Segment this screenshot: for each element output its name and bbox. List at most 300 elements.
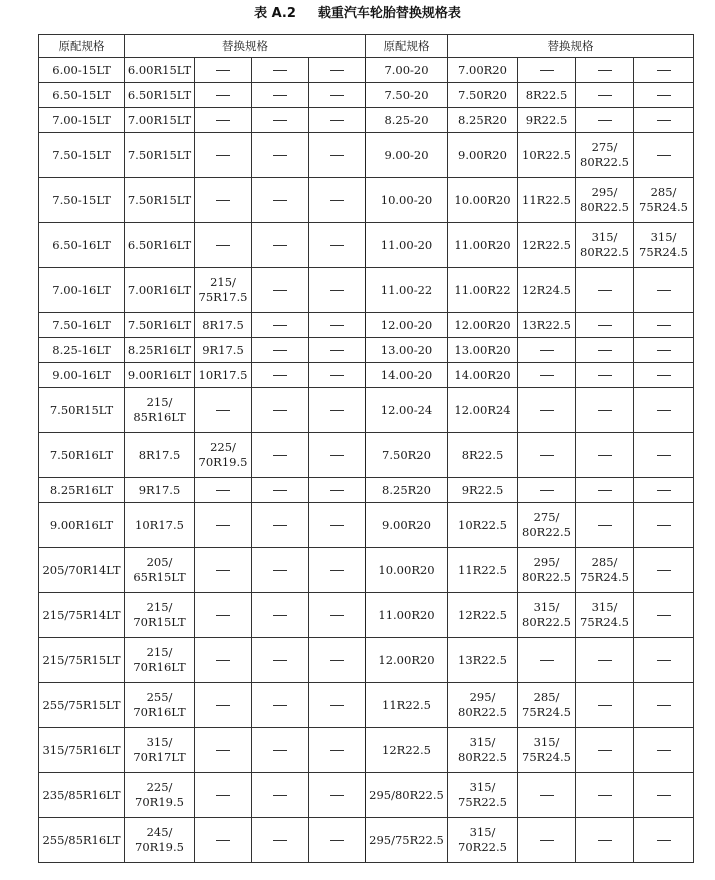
cell-right: 10.00-20	[366, 178, 448, 223]
dash-mark	[598, 95, 612, 96]
dash-mark	[273, 350, 287, 351]
cell-left	[309, 313, 366, 338]
cell-right	[576, 773, 634, 818]
table-row	[39, 313, 694, 338]
cell-left: 9.00R16LT	[125, 363, 195, 388]
cell-text-line: 75R24.5	[639, 245, 688, 259]
cell-text-line: 285/	[650, 185, 677, 200]
cell-left	[252, 58, 309, 83]
cell-right	[518, 58, 576, 83]
dash-mark	[598, 660, 612, 661]
dash-mark	[216, 490, 230, 491]
dash-mark	[540, 490, 554, 491]
cell-left	[309, 108, 366, 133]
cell-text-line: 70R16LT	[133, 660, 186, 674]
cell-right	[518, 338, 576, 363]
cell-right	[518, 433, 576, 478]
cell-right	[634, 58, 694, 83]
table-row	[39, 268, 694, 313]
cell-text-line: 80R22.5	[522, 525, 571, 539]
cell-right	[576, 83, 634, 108]
dash-mark	[657, 70, 671, 71]
cell-right	[448, 818, 518, 863]
cell-right	[634, 313, 694, 338]
cell-text-line: 70R16LT	[133, 705, 186, 719]
cell-left: 10R17.5	[125, 503, 195, 548]
cell-left: 7.00-16LT	[39, 268, 125, 313]
cell-right	[634, 268, 694, 313]
dash-mark	[330, 95, 344, 96]
cell-right: 12.00R20	[366, 638, 448, 683]
cell-text-line: 80R22.5	[522, 615, 571, 629]
cell-text-line: 315/	[591, 600, 618, 615]
cell-left: 215/75R14LT	[39, 593, 125, 638]
cell-right	[518, 773, 576, 818]
dash-mark	[330, 750, 344, 751]
cell-left	[195, 548, 252, 593]
dash-mark	[657, 570, 671, 571]
header-original-right: 原配规格	[366, 35, 448, 58]
dash-mark	[273, 795, 287, 796]
cell-left	[252, 683, 309, 728]
dash-mark	[216, 840, 230, 841]
dash-mark	[216, 410, 230, 411]
cell-left: 6.50R16LT	[125, 223, 195, 268]
cell-left: 255/75R15LT	[39, 683, 125, 728]
table-row	[39, 593, 694, 638]
table-row	[39, 638, 694, 683]
cell-right	[634, 773, 694, 818]
dash-mark	[273, 70, 287, 71]
dash-mark	[657, 375, 671, 376]
cell-left	[252, 818, 309, 863]
table-row	[39, 178, 694, 223]
cell-left	[252, 313, 309, 338]
cell-text-line: 70R15LT	[133, 615, 186, 629]
cell-left	[309, 133, 366, 178]
cell-text-line: 70R19.5	[135, 840, 184, 854]
cell-left	[252, 548, 309, 593]
dash-mark	[330, 245, 344, 246]
dash-mark	[330, 455, 344, 456]
cell-text-line: 215/	[146, 395, 173, 410]
cell-left	[309, 818, 366, 863]
dash-mark	[657, 660, 671, 661]
dash-mark	[540, 840, 554, 841]
cell-text-line: 80R22.5	[522, 570, 571, 584]
dash-mark	[657, 95, 671, 96]
cell-left: 9.00-16LT	[39, 363, 125, 388]
cell-left	[252, 338, 309, 363]
cell-right	[576, 313, 634, 338]
cell-right	[634, 338, 694, 363]
cell-left: 8.25R16LT	[39, 478, 125, 503]
cell-text-line: 215/	[146, 645, 173, 660]
dash-mark	[273, 245, 287, 246]
dash-mark	[540, 455, 554, 456]
cell-left	[252, 388, 309, 433]
dash-mark	[273, 840, 287, 841]
cell-right: 10.00R20	[448, 178, 518, 223]
cell-left	[195, 503, 252, 548]
cell-left: 9R17.5	[195, 338, 252, 363]
dash-mark	[657, 455, 671, 456]
cell-left	[195, 773, 252, 818]
cell-right	[576, 478, 634, 503]
cell-left	[252, 433, 309, 478]
cell-left	[252, 503, 309, 548]
dash-mark	[216, 525, 230, 526]
cell-text-line: 275/	[591, 140, 618, 155]
dash-mark	[216, 795, 230, 796]
dash-mark	[330, 490, 344, 491]
cell-left	[195, 433, 252, 478]
cell-right	[634, 818, 694, 863]
cell-left: 7.50R16LT	[125, 313, 195, 338]
cell-right: 11R22.5	[366, 683, 448, 728]
cell-left	[195, 58, 252, 83]
cell-left	[309, 58, 366, 83]
dash-mark	[598, 795, 612, 796]
dash-mark	[216, 95, 230, 96]
dash-mark	[598, 490, 612, 491]
cell-left	[195, 268, 252, 313]
cell-text-line: 315/	[469, 735, 496, 750]
cell-right	[634, 108, 694, 133]
dash-mark	[216, 70, 230, 71]
cell-text-line: 205/	[146, 555, 173, 570]
cell-left	[252, 223, 309, 268]
cell-text-line: 65R15LT	[133, 570, 186, 584]
table-row	[39, 83, 694, 108]
cell-left: 9.00R16LT	[39, 503, 125, 548]
table-row	[39, 108, 694, 133]
dash-mark	[330, 290, 344, 291]
cell-text-line: 75R24.5	[580, 615, 629, 629]
dash-mark	[216, 245, 230, 246]
cell-right: 12.00R24	[448, 388, 518, 433]
cell-text-line: 70R19.5	[198, 455, 248, 469]
cell-right: 295/80R22.5	[366, 773, 448, 818]
cell-right	[634, 593, 694, 638]
dash-mark	[657, 350, 671, 351]
cell-right	[518, 503, 576, 548]
cell-left: 8.25-16LT	[39, 338, 125, 363]
cell-right	[634, 388, 694, 433]
dash-mark	[273, 120, 287, 121]
cell-text-line: 315/	[591, 230, 618, 245]
cell-left: 6.00R15LT	[125, 58, 195, 83]
cell-right: 7.00-20	[366, 58, 448, 83]
cell-left: 7.00R16LT	[125, 268, 195, 313]
cell-right	[576, 363, 634, 388]
cell-left: 235/85R16LT	[39, 773, 125, 818]
cell-left	[252, 108, 309, 133]
cell-right: 10.00R20	[366, 548, 448, 593]
cell-right: 11.00-20	[366, 223, 448, 268]
table-row	[39, 338, 694, 363]
cell-right	[518, 593, 576, 638]
dash-mark	[330, 615, 344, 616]
cell-right: 13.00R20	[448, 338, 518, 363]
cell-text-line: 80R22.5	[458, 705, 507, 719]
cell-text-line: 315/	[469, 825, 496, 840]
cell-right	[634, 223, 694, 268]
cell-left	[309, 268, 366, 313]
dash-mark	[273, 375, 287, 376]
cell-left: 7.50-15LT	[39, 133, 125, 178]
cell-left	[195, 108, 252, 133]
cell-left	[125, 728, 195, 773]
cell-right: 12R22.5	[518, 223, 576, 268]
cell-left	[195, 223, 252, 268]
cell-left	[252, 728, 309, 773]
dash-mark	[598, 290, 612, 291]
cell-text-line: 75R24.5	[639, 200, 688, 214]
table-row	[39, 133, 694, 178]
cell-left	[309, 83, 366, 108]
cell-left	[252, 773, 309, 818]
cell-left: 7.50R16LT	[39, 433, 125, 478]
table-row	[39, 683, 694, 728]
table-row	[39, 503, 694, 548]
table-row	[39, 363, 694, 388]
cell-right	[576, 133, 634, 178]
cell-left	[252, 478, 309, 503]
cell-text-line: 225/	[146, 780, 173, 795]
dash-mark	[598, 840, 612, 841]
cell-text-line: 225/	[210, 440, 236, 455]
cell-left: 6.50-15LT	[39, 83, 125, 108]
dash-mark	[273, 570, 287, 571]
cell-right	[576, 728, 634, 773]
dash-mark	[273, 455, 287, 456]
dash-mark	[273, 660, 287, 661]
cell-right: 9R22.5	[448, 478, 518, 503]
dash-mark	[598, 750, 612, 751]
dash-mark	[330, 840, 344, 841]
cell-right: 11R22.5	[518, 178, 576, 223]
dash-mark	[540, 795, 554, 796]
cell-right	[518, 478, 576, 503]
cell-right: 9.00R20	[366, 503, 448, 548]
cell-right	[576, 433, 634, 478]
dash-mark	[598, 525, 612, 526]
cell-right: 8.25-20	[366, 108, 448, 133]
dash-mark	[273, 705, 287, 706]
cell-text-line: 275/	[533, 510, 560, 525]
cell-left: 215/75R15LT	[39, 638, 125, 683]
cell-text-line: 80R22.5	[580, 155, 629, 169]
dash-mark	[657, 120, 671, 121]
table-row	[39, 548, 694, 593]
cell-right: 9R22.5	[518, 108, 576, 133]
cell-text-line: 75R17.5	[198, 290, 248, 304]
cell-left	[252, 268, 309, 313]
table-row	[39, 58, 694, 83]
cell-right: 13R22.5	[518, 313, 576, 338]
cell-text-line: 215/	[210, 275, 236, 290]
header-row	[39, 35, 694, 58]
cell-left	[195, 478, 252, 503]
cell-text-line: 255/	[146, 690, 173, 705]
dash-mark	[273, 750, 287, 751]
cell-right: 295/75R22.5	[366, 818, 448, 863]
cell-right: 12.00R20	[448, 313, 518, 338]
dash-mark	[216, 705, 230, 706]
cell-left: 7.50-15LT	[39, 178, 125, 223]
cell-left: 8.25R16LT	[125, 338, 195, 363]
dash-mark	[330, 70, 344, 71]
cell-left	[195, 593, 252, 638]
cell-right	[576, 338, 634, 363]
cell-right	[576, 108, 634, 133]
dash-mark	[657, 410, 671, 411]
cell-left	[309, 433, 366, 478]
cell-left	[252, 178, 309, 223]
cell-left	[309, 388, 366, 433]
dash-mark	[330, 795, 344, 796]
cell-right	[634, 683, 694, 728]
cell-left: 255/85R16LT	[39, 818, 125, 863]
cell-left: 6.50-16LT	[39, 223, 125, 268]
dash-mark	[598, 120, 612, 121]
dash-mark	[657, 750, 671, 751]
cell-left	[309, 728, 366, 773]
cell-right	[576, 58, 634, 83]
table-title	[0, 0, 715, 28]
cell-right: 8R22.5	[518, 83, 576, 108]
dash-mark	[273, 490, 287, 491]
dash-mark	[330, 705, 344, 706]
cell-right: 11.00R20	[448, 223, 518, 268]
cell-text-line: 315/	[533, 600, 560, 615]
table-row	[39, 728, 694, 773]
cell-right	[634, 478, 694, 503]
dash-mark	[330, 120, 344, 121]
dash-mark	[273, 325, 287, 326]
cell-left: 6.00-15LT	[39, 58, 125, 83]
cell-left: 6.50R15LT	[125, 83, 195, 108]
cell-text-line: 75R22.5	[458, 795, 507, 809]
dash-mark	[216, 155, 230, 156]
cell-left	[252, 638, 309, 683]
cell-left	[125, 773, 195, 818]
cell-left: 10R17.5	[195, 363, 252, 388]
dash-mark	[216, 120, 230, 121]
cell-right: 12R24.5	[518, 268, 576, 313]
dash-mark	[216, 200, 230, 201]
cell-text-line: 285/	[591, 555, 618, 570]
dash-mark	[657, 325, 671, 326]
cell-left: 315/75R16LT	[39, 728, 125, 773]
cell-text-line: 315/	[650, 230, 677, 245]
dash-mark	[216, 570, 230, 571]
cell-right: 8.25R20	[366, 478, 448, 503]
cell-left	[309, 478, 366, 503]
cell-right: 13R22.5	[448, 638, 518, 683]
cell-text-line: 295/	[469, 690, 496, 705]
dash-mark	[598, 70, 612, 71]
cell-left: 8R17.5	[195, 313, 252, 338]
cell-text-line: 315/	[146, 735, 173, 750]
dash-mark	[598, 375, 612, 376]
dash-mark	[598, 325, 612, 326]
dash-mark	[273, 525, 287, 526]
dash-mark	[540, 70, 554, 71]
cell-right	[576, 683, 634, 728]
cell-text-line: 315/	[469, 780, 496, 795]
cell-right	[576, 638, 634, 683]
dash-mark	[330, 570, 344, 571]
cell-right	[576, 818, 634, 863]
cell-left: 8R17.5	[125, 433, 195, 478]
cell-right: 7.50-20	[366, 83, 448, 108]
tire-replacement-table	[38, 34, 694, 863]
cell-right: 7.00R20	[448, 58, 518, 83]
cell-left	[195, 818, 252, 863]
dash-mark	[330, 200, 344, 201]
cell-text-line: 295/	[533, 555, 560, 570]
cell-text-line: 215/	[146, 600, 173, 615]
cell-text-line: 75R24.5	[522, 750, 571, 764]
cell-right: 11.00R20	[366, 593, 448, 638]
dash-mark	[273, 410, 287, 411]
cell-left	[125, 818, 195, 863]
cell-right	[576, 593, 634, 638]
cell-right	[576, 223, 634, 268]
cell-right	[518, 388, 576, 433]
dash-mark	[216, 615, 230, 616]
cell-text-line: 85R16LT	[133, 410, 186, 424]
cell-right: 14.00-20	[366, 363, 448, 388]
cell-left	[252, 83, 309, 108]
cell-right	[448, 773, 518, 818]
dash-mark	[216, 750, 230, 751]
dash-mark	[330, 350, 344, 351]
cell-left	[195, 638, 252, 683]
cell-right	[518, 363, 576, 388]
dash-mark	[657, 705, 671, 706]
cell-right	[518, 683, 576, 728]
dash-mark	[540, 375, 554, 376]
cell-text-line: 70R17LT	[133, 750, 186, 764]
dash-mark	[273, 615, 287, 616]
dash-mark	[273, 200, 287, 201]
cell-right	[634, 133, 694, 178]
cell-right: 11.00R22	[448, 268, 518, 313]
cell-left: 7.50-16LT	[39, 313, 125, 338]
cell-right: 11.00-22	[366, 268, 448, 313]
cell-left	[309, 593, 366, 638]
cell-left	[309, 178, 366, 223]
table-body	[39, 58, 694, 863]
cell-left	[309, 548, 366, 593]
cell-left: 7.50R15LT	[125, 178, 195, 223]
cell-right	[576, 548, 634, 593]
dash-mark	[330, 410, 344, 411]
cell-right: 11R22.5	[448, 548, 518, 593]
cell-left	[309, 683, 366, 728]
cell-text-line: 70R22.5	[458, 840, 507, 854]
cell-left	[309, 503, 366, 548]
cell-right: 10R22.5	[518, 133, 576, 178]
dash-mark	[657, 615, 671, 616]
cell-left	[309, 338, 366, 363]
cell-text-line: 295/	[591, 185, 618, 200]
dash-mark	[540, 660, 554, 661]
cell-left	[125, 683, 195, 728]
